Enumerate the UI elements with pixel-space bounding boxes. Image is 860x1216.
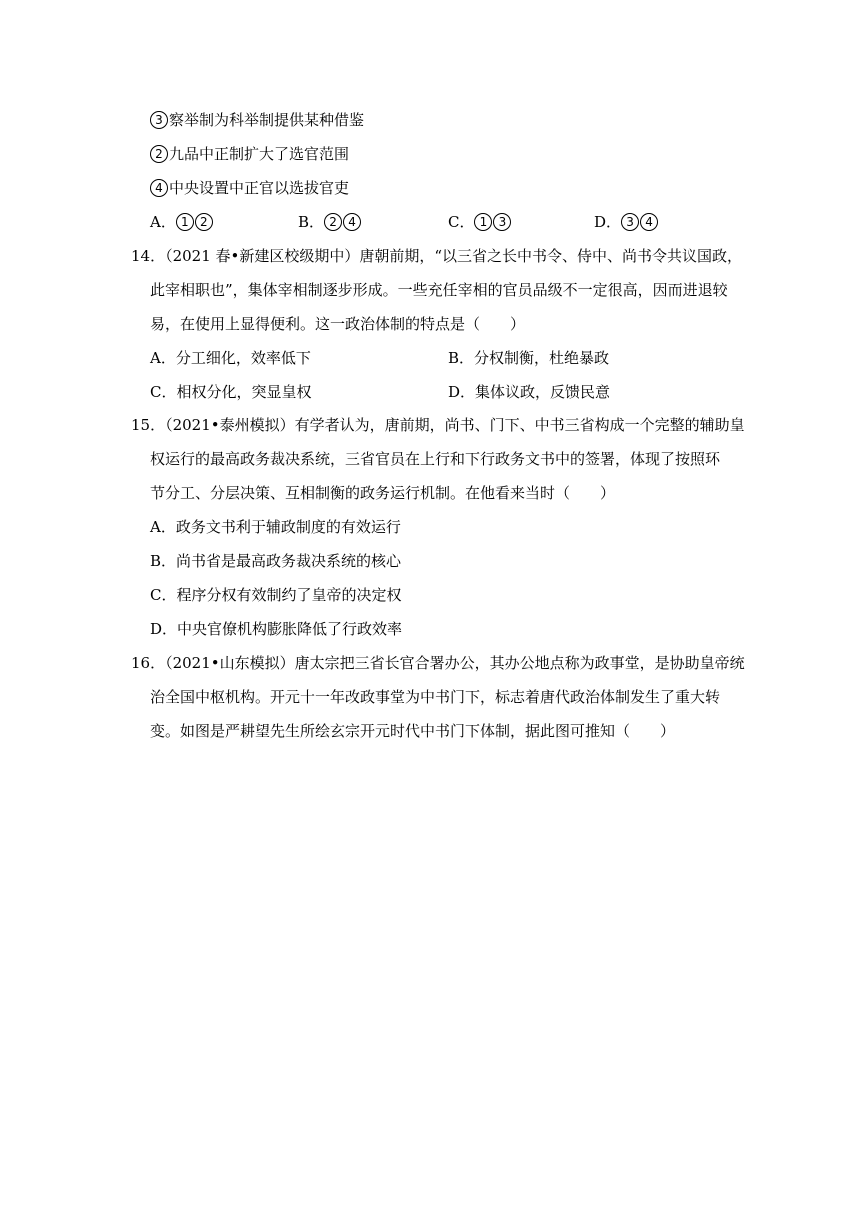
- q16-stem-line-3: 变。如图是严耕望先生所绘玄宗开元时代中书门下体制，据此图可推知（ ）: [150, 722, 676, 740]
- q14-stem-line-2: 此宰相职也”，集体宰相制逐步形成。一些充任宰相的官员品级不一定很高，因而进退较: [150, 281, 728, 299]
- option-label: D．: [594, 213, 622, 231]
- circled-number: 3: [621, 213, 639, 231]
- q15-option-a[interactable]: A．政务文书利于辅政制度的有效运行: [150, 518, 401, 536]
- circled-number: 2: [150, 145, 168, 163]
- q16-stem-line-2: 治全国中枢机构。开元十一年改政事堂为中书门下，标志着唐代政治体制发生了重大转: [150, 688, 721, 706]
- q15-option-c[interactable]: C．程序分权有效制约了皇帝的决定权: [150, 586, 402, 604]
- q14-option-d[interactable]: D．集体议政，反馈民意: [448, 383, 611, 401]
- circled-number: 2: [324, 213, 342, 231]
- statement-text: 中央设置中正官以选拔官吏: [169, 179, 350, 197]
- q15-stem-line-1: 15．（2021•泰州模拟）有学者认为，唐前期，尚书、门下、中书三省构成一个完整的辅助皇: [131, 416, 745, 434]
- q16-stem-line-1: 16．（2021•山东模拟）唐太宗把三省长官合署办公，其办公地点称为政事堂，是协助皇帝统: [131, 654, 745, 672]
- circled-number: 4: [343, 213, 361, 231]
- circled-number: 3: [150, 111, 168, 129]
- q14-option-c[interactable]: C．相权分化，突显皇权: [150, 383, 312, 401]
- q14-option-a[interactable]: A．分工细化，效率低下: [150, 349, 311, 367]
- q13-option-a[interactable]: [150, 211, 214, 233]
- q15-stem-line-2: 权运行的最高政务裁决系统，三省官员在上行和下行政务文书中的签署，体现了按照环: [150, 450, 721, 468]
- option-label: A．: [150, 213, 176, 231]
- statement-text: 察举制为科举制提供某种借鉴: [169, 111, 365, 129]
- statement-4: [150, 177, 349, 199]
- circled-number: 3: [493, 213, 511, 231]
- option-label: C．: [448, 213, 475, 231]
- circled-number: 1: [176, 213, 194, 231]
- statement-2: [150, 143, 349, 165]
- q14-option-b[interactable]: B．分权制衡，杜绝暴政: [448, 349, 610, 367]
- q15-stem-line-3: 节分工、分层决策、互相制衡的政务运行机制。在他看来当时（ ）: [150, 484, 616, 502]
- q13-option-b[interactable]: [298, 211, 362, 233]
- statement-text: 九品中正制扩大了选官范围: [169, 145, 350, 163]
- q15-option-b[interactable]: B．尚书省是最高政务裁决系统的核心: [150, 552, 402, 570]
- q14-stem-line-1: 14．（2021 春•新建区校级期中）唐朝前期，“以三省之长中书令、侍中、尚书令共议国政，: [131, 247, 743, 265]
- circled-number: 4: [640, 213, 658, 231]
- statement-3: [150, 109, 364, 131]
- q13-option-d[interactable]: [594, 211, 659, 233]
- option-label: B．: [298, 213, 325, 231]
- q15-option-d[interactable]: D．中央官僚机构膨胀降低了行政效率: [150, 620, 403, 638]
- circled-number: 4: [150, 179, 168, 197]
- circled-number: 2: [195, 213, 213, 231]
- circled-number: 1: [474, 213, 492, 231]
- q13-option-c[interactable]: [448, 211, 512, 233]
- q14-stem-line-3: 易，在使用上显得便利。这一政治体制的特点是（ ）: [150, 315, 526, 333]
